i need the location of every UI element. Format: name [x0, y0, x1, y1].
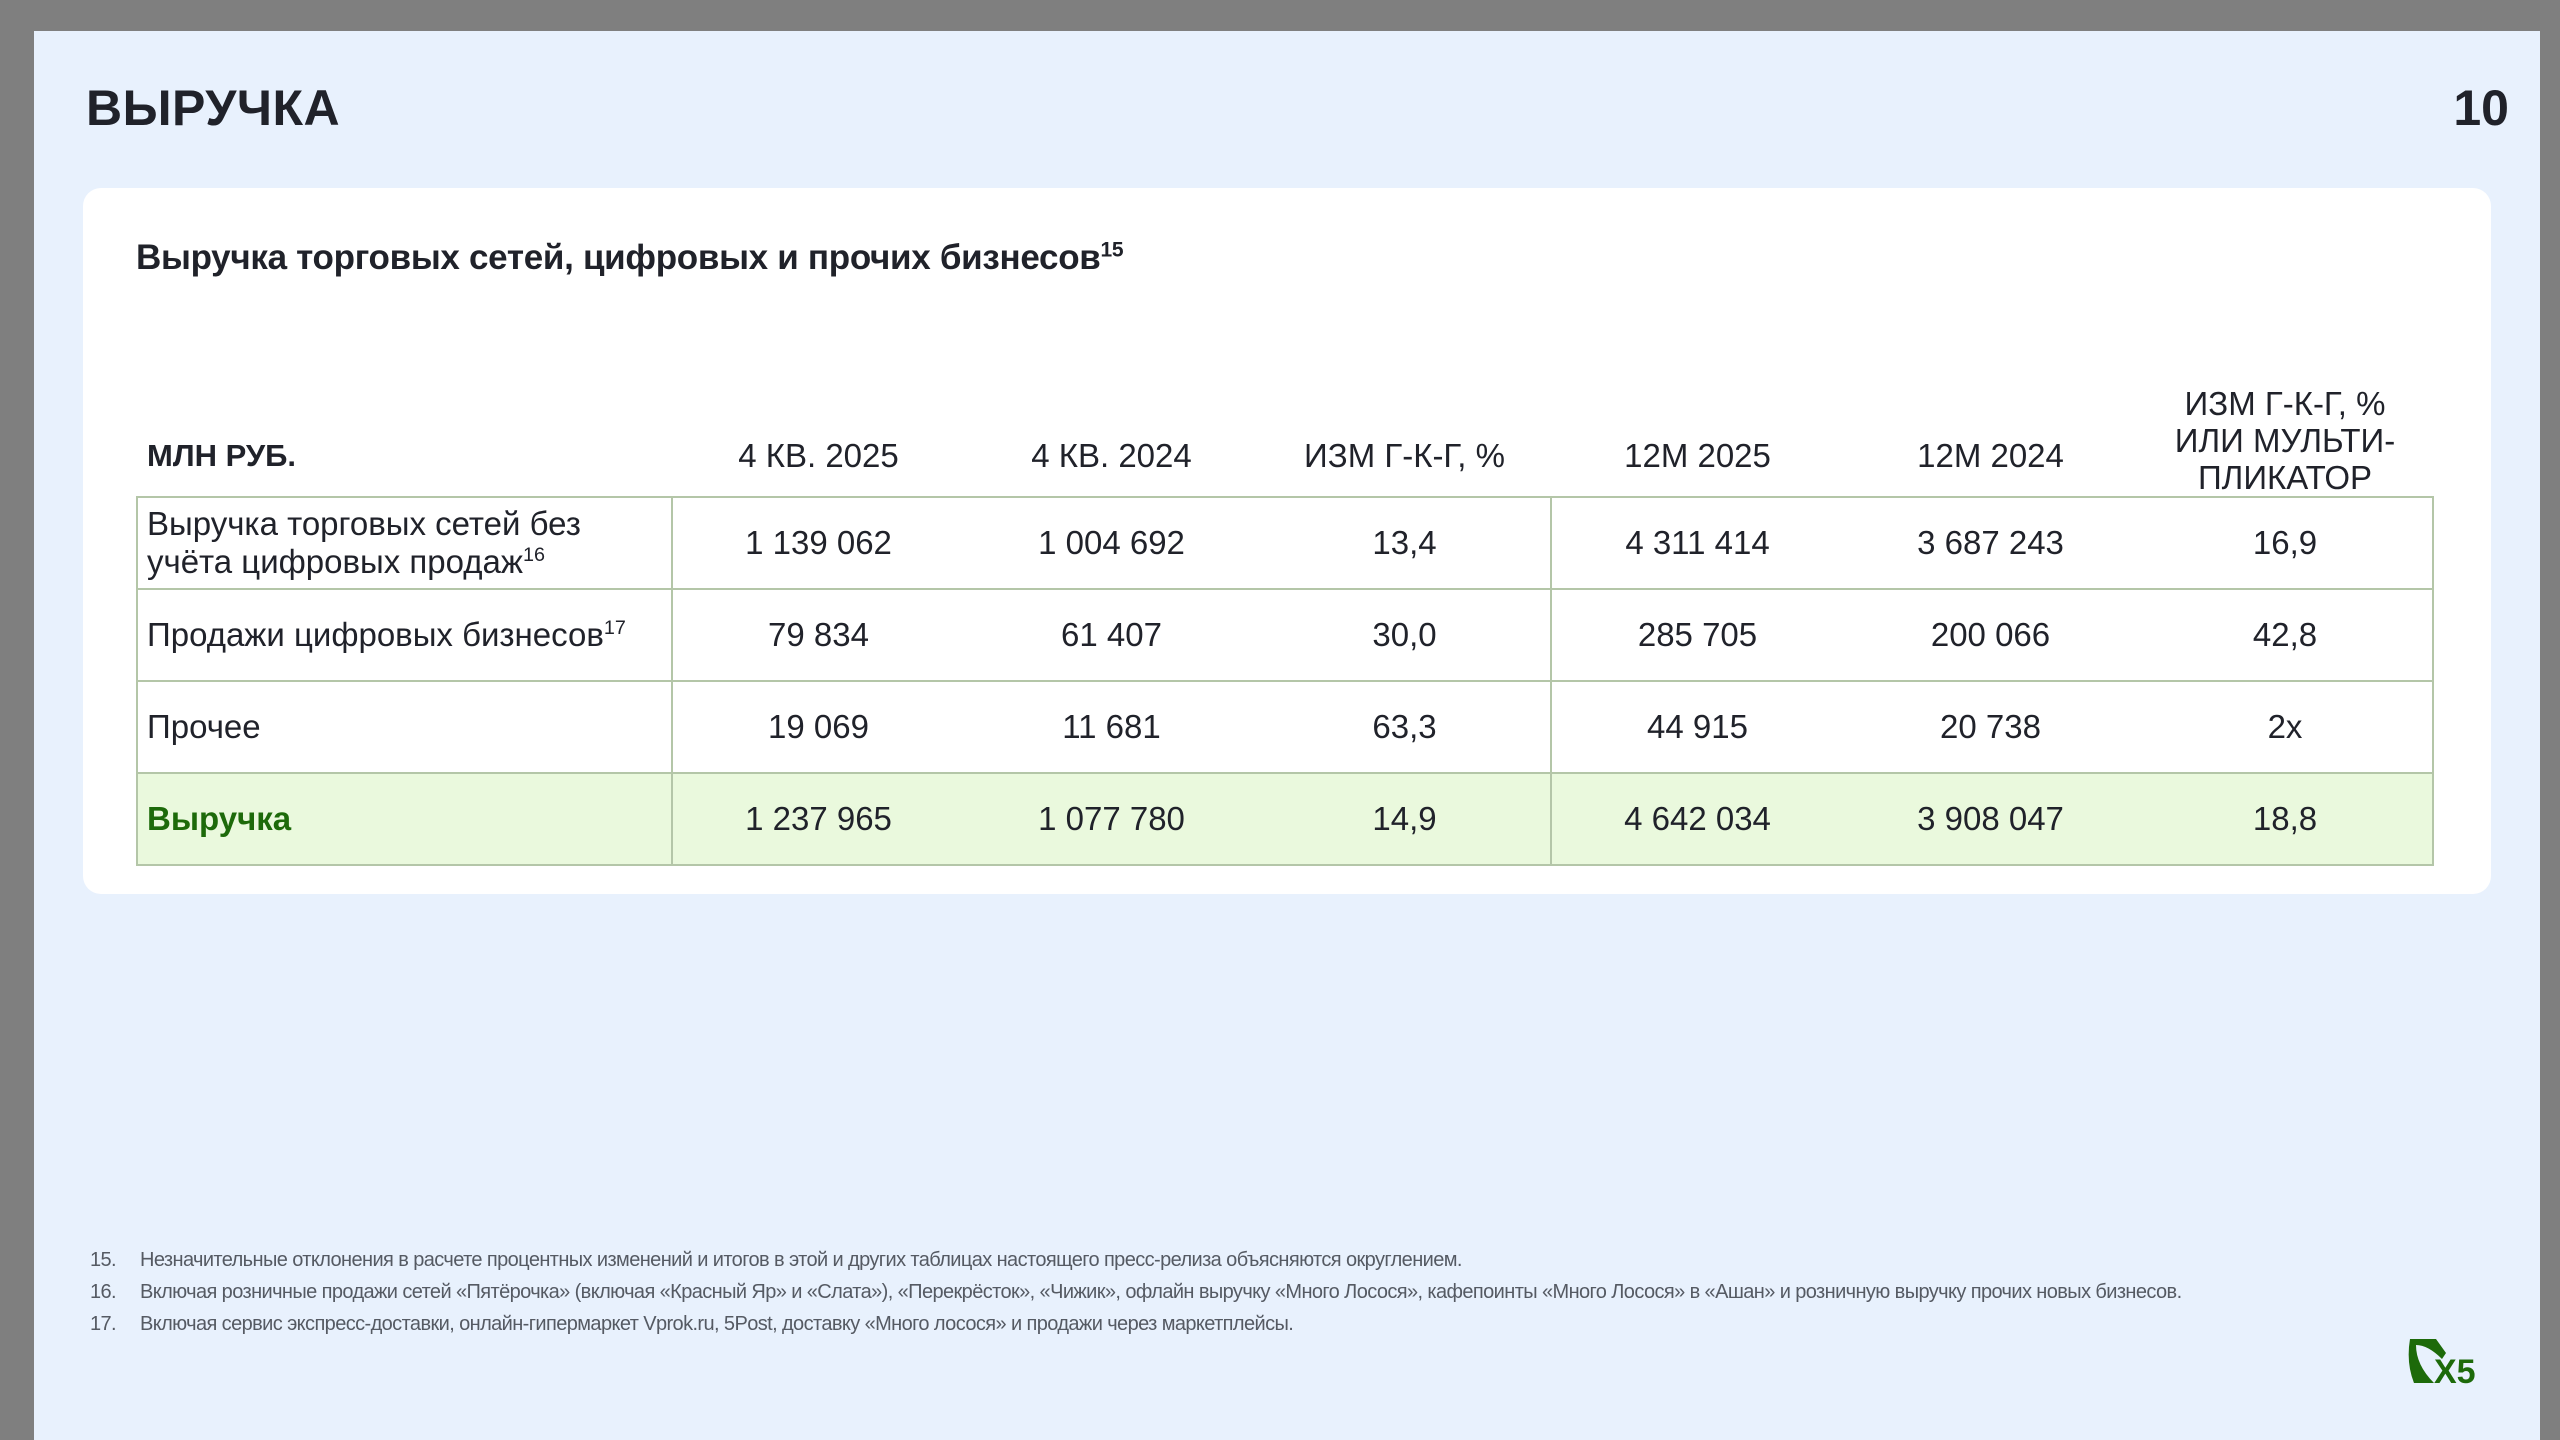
table-cell: 13,4 — [1258, 497, 1551, 589]
footnote — [90, 1313, 2190, 1335]
column-header-line: ИЛИ МУЛЬТИ- — [2174, 422, 2396, 459]
footnote-number: 17. — [90, 1313, 117, 1335]
row-label-line: Выручка — [147, 800, 292, 837]
table-cell: 1 237 965 — [672, 773, 965, 865]
table-cell: 3 908 047 — [1844, 773, 2137, 865]
table-cell: 44 915 — [1551, 681, 1844, 773]
page-title: ВЫРУЧКА — [86, 80, 341, 136]
row-label-line: Прочее — [147, 708, 261, 745]
table-cell: 200 066 — [1844, 589, 2137, 681]
table-cell: 1 139 062 — [672, 497, 965, 589]
footnote — [90, 1249, 2190, 1271]
footnote-number: 15. — [90, 1249, 117, 1271]
column-header: 12М 2025 — [1624, 437, 1771, 474]
table-cell: 4 311 414 — [1551, 497, 1844, 589]
revenue-table — [136, 358, 2434, 866]
row-label — [137, 681, 672, 773]
row-label-line: Выручка торговых сетей без — [147, 505, 581, 542]
revenue-card — [83, 188, 2491, 894]
table-row — [137, 681, 2433, 773]
table-cell: 61 407 — [965, 589, 1258, 681]
table-cell: 1 004 692 — [965, 497, 1258, 589]
logo-text: X5 — [2434, 1353, 2476, 1389]
footnote-number: 16. — [90, 1281, 117, 1303]
column-header: МЛН РУБ. — [147, 438, 297, 473]
table-cell: 79 834 — [672, 589, 965, 681]
footnote — [90, 1281, 2190, 1303]
table-cell: 1 077 780 — [965, 773, 1258, 865]
column-header: ИЗМ Г-К-Г, % — [1304, 437, 1505, 474]
table-cell: 20 738 — [1844, 681, 2137, 773]
footnote-ref: 16 — [522, 544, 545, 566]
table-row — [137, 497, 2433, 589]
table-cell: 18,8 — [2137, 773, 2433, 865]
footnotes — [90, 1249, 2190, 1345]
footnote-text: Включая сервис экспресс-доставки, онлайн-гипермаркет Vprok.ru, 5Post, доставку «Много лосося» и продажи через маркетплейсы. — [140, 1313, 1294, 1335]
table-cell: 19 069 — [672, 681, 965, 773]
footnote-text: Включая розничные продажи сетей «Пятёрочка» (включая «Красный Яр» и «Слата»), «Перекрёсток», «Чижик», офлайн выручку «Много Лосося», кафепоинты «Много Лосося» в «Ашан» и розничную выручку прочих новых бизнесов. — [140, 1281, 2182, 1303]
column-header-line: ИЗМ Г-К-Г, % — [2184, 385, 2386, 422]
card-title-footnote-ref: 15 — [1100, 238, 1124, 262]
table-cell: 63,3 — [1258, 681, 1551, 773]
row-label — [137, 589, 672, 681]
footnote-ref: 17 — [603, 617, 626, 639]
table-cell: 2x — [2137, 681, 2433, 773]
table-cell: 3 687 243 — [1844, 497, 2137, 589]
column-header: 12М 2024 — [1917, 437, 2064, 474]
table-cell: 42,8 — [2137, 589, 2433, 681]
page-number: 10 — [2453, 80, 2509, 136]
table-row — [137, 589, 2433, 681]
total-row — [137, 773, 2433, 865]
row-label-line: Продажи цифровых бизнесов — [147, 616, 604, 653]
footnote-text: Незначительные отклонения в расчете процентных изменений и итогов в этой и других таблицах настоящего пресс-релиза объясняются округлением. — [140, 1249, 1462, 1271]
row-label-line: учёта цифровых продаж — [147, 543, 523, 580]
slide — [34, 31, 2540, 1440]
table-cell: 4 642 034 — [1551, 773, 1844, 865]
table-header-row — [137, 358, 2433, 497]
row-label — [137, 497, 672, 589]
row-label — [137, 773, 672, 865]
table-cell: 11 681 — [965, 681, 1258, 773]
card-title-text: Выручка торговых сетей, цифровых и прочих бизнесов — [136, 238, 1101, 277]
column-header: 4 КВ. 2024 — [1031, 437, 1192, 474]
table-cell: 14,9 — [1258, 773, 1551, 865]
card-title — [136, 238, 1123, 278]
table-cell: 16,9 — [2137, 497, 2433, 589]
table-cell: 285 705 — [1551, 589, 1844, 681]
table-cell: 30,0 — [1258, 589, 1551, 681]
column-header-line: ПЛИКАТОР — [2197, 459, 2373, 496]
column-header: 4 КВ. 2025 — [738, 437, 899, 474]
x5-logo-icon — [2406, 1335, 2484, 1389]
column-header — [2137, 358, 2433, 497]
